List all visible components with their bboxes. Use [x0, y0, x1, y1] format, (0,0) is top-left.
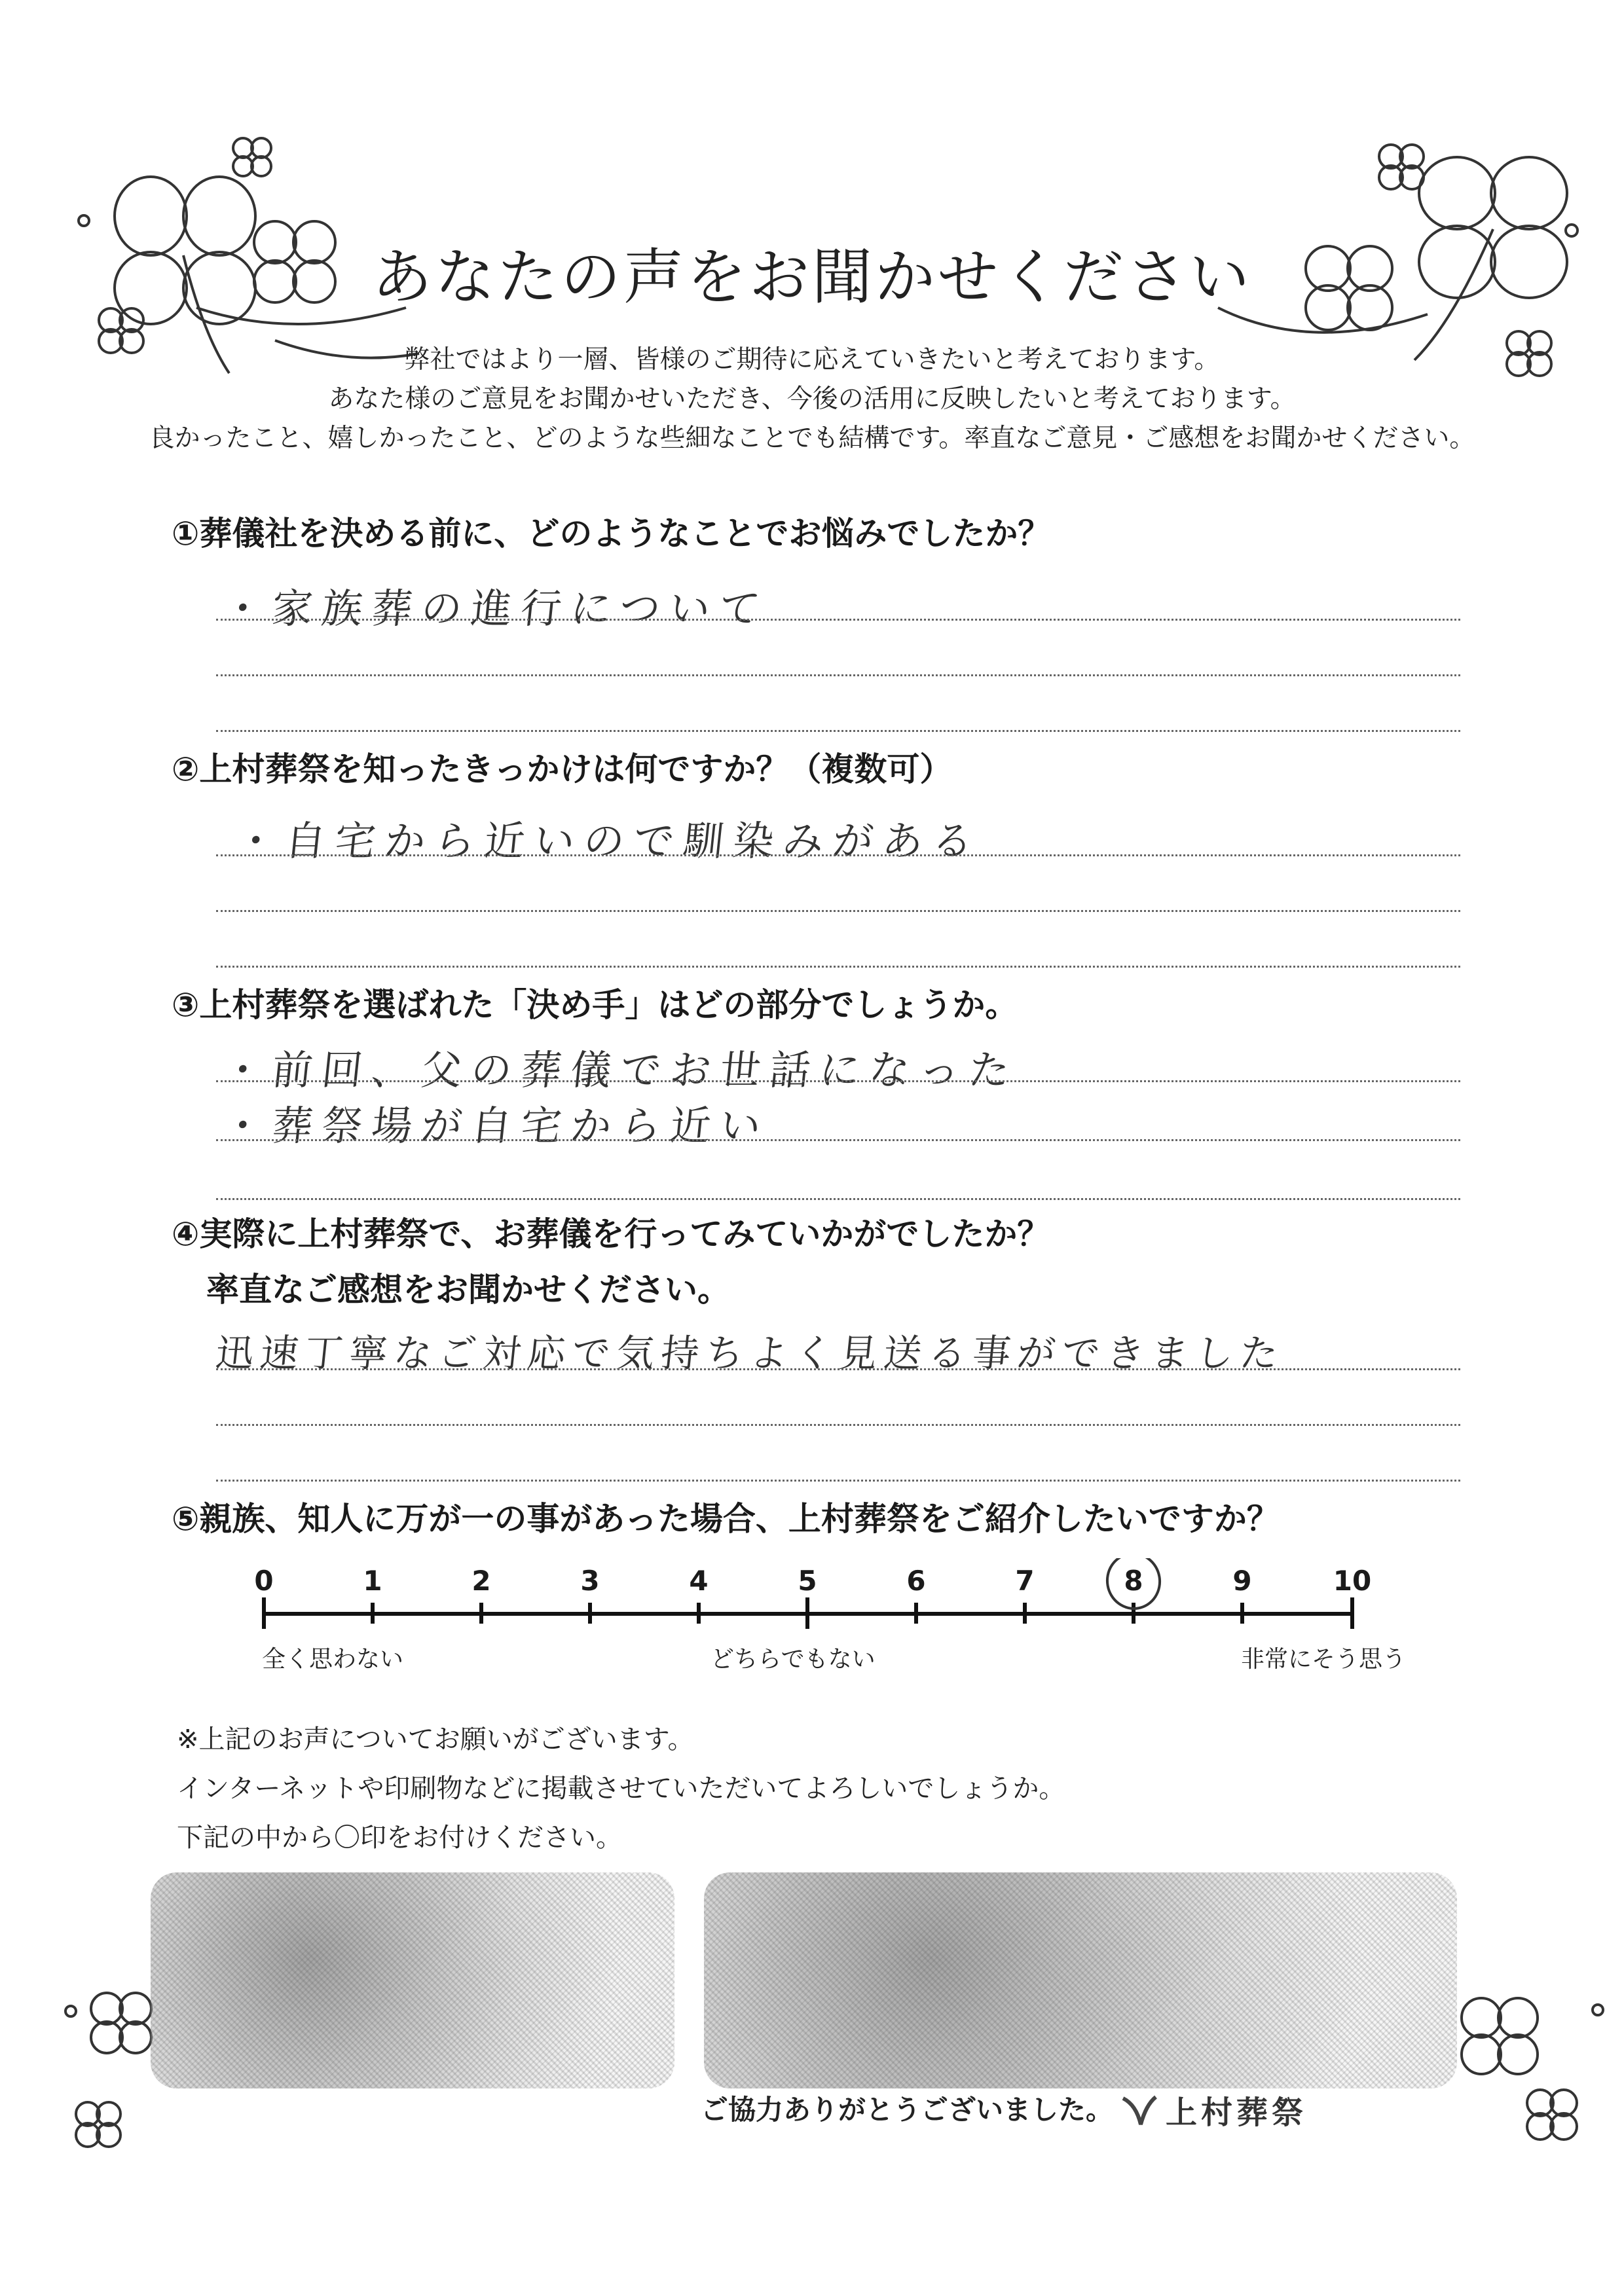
answer-rule	[216, 619, 1460, 621]
answer-rule	[216, 1480, 1460, 1482]
clover-icon	[1527, 2090, 1577, 2140]
intro-line-3: 良かったこと、嬉しかったこと、どのような些細なことでも結構です。率直なご意見・ご感想をお聞かせください。	[149, 424, 1475, 453]
answer-3-line-1: ・前回、父の葬儀でお世話になった	[219, 1046, 1022, 1094]
answer-rule	[216, 730, 1460, 732]
question-2: ②上村葬祭を知ったきっかけは何ですか？（複数可）	[172, 750, 953, 788]
answer-4: 迅速丁寧なご対応で気持ちよく見送る事ができました	[213, 1331, 1287, 1376]
page-title: あなたの声をお聞かせください	[371, 242, 1252, 312]
scale-caption-mid: どちらでもない	[710, 1646, 876, 1673]
permission-note-3: 下記の中から〇印をお付けください。	[177, 1823, 622, 1853]
rating-scale	[0, 1558, 1624, 1689]
answer-rule	[216, 1080, 1460, 1082]
answer-rule	[216, 854, 1460, 856]
question-4: ④実際に上村葬祭で、お葬儀を行ってみていかがでしたか？	[172, 1215, 1050, 1253]
scale-tick: 3	[580, 1565, 600, 1597]
clover-icon	[76, 2102, 120, 2147]
scale-tick: 5	[798, 1565, 817, 1597]
scale-tick: 2	[471, 1565, 491, 1597]
answer-rule	[216, 1139, 1460, 1141]
answer-rule	[216, 910, 1460, 912]
scale-tick: 7	[1015, 1565, 1035, 1597]
scale-tick: 9	[1232, 1565, 1252, 1597]
scale-caption-left: 全く思わない	[262, 1646, 404, 1673]
scale-tick: 10	[1333, 1565, 1372, 1597]
answer-rule	[216, 1424, 1460, 1426]
redacted-area-right	[704, 1872, 1457, 2088]
clover-icon	[1379, 145, 1424, 189]
answer-rule	[216, 966, 1460, 968]
clover-icon	[233, 138, 271, 176]
permission-note-1: ※上記のお声についてお願いがございます。	[177, 1724, 694, 1755]
intro-line-1: 弊社ではより一層、皆様のご期待に応えていきたいと考えております。	[404, 345, 1220, 374]
footer-thanks: ご協力ありがとうございました。	[701, 2094, 1114, 2126]
question-3: ③上村葬祭を選ばれた「決め手」はどの部分でしょうか。	[172, 986, 1018, 1024]
scale-tick-selected: 8	[1124, 1565, 1143, 1597]
answer-rule	[216, 1198, 1460, 1200]
scale-tick: 1	[363, 1565, 382, 1597]
scale-caption-right: 非常にそう思う	[1241, 1646, 1407, 1673]
scale-tick: 0	[254, 1565, 274, 1597]
answer-3-line-2: ・葬祭場が自宅から近い	[219, 1102, 773, 1150]
question-1: ①葬儀社を決める前に、どのようなことでお悩みでしたか？	[172, 515, 1051, 553]
clover-icon	[1462, 1998, 1538, 2074]
question-4-subtitle: 率直なご感想をお聞かせください。	[206, 1271, 730, 1309]
scale-tick: 4	[689, 1565, 709, 1597]
answer-rule	[216, 1368, 1460, 1370]
permission-note-2: インターネットや印刷物などに掲載させていただいてよろしいでしょうか。	[177, 1774, 1065, 1804]
scale-tick: 6	[906, 1565, 926, 1597]
redacted-area-left	[151, 1872, 674, 2088]
answer-rule	[216, 674, 1460, 676]
question-5: ⑤親族、知人に万が一の事があった場合、上村葬祭をご紹介したいですか？	[172, 1500, 1280, 1538]
answer-1: ・家族葬の進行について	[219, 585, 772, 632]
intro-line-2: あなた様のご意見をお聞かせいただき、今後の活用に反映したいと考えております。	[328, 384, 1296, 414]
clover-icon	[91, 1993, 151, 2053]
logo-mark-icon	[1120, 2092, 1159, 2131]
company-logo: 上村葬祭	[1166, 2094, 1308, 2131]
answer-2: ・自宅から近いので馴染みがある	[232, 817, 985, 865]
